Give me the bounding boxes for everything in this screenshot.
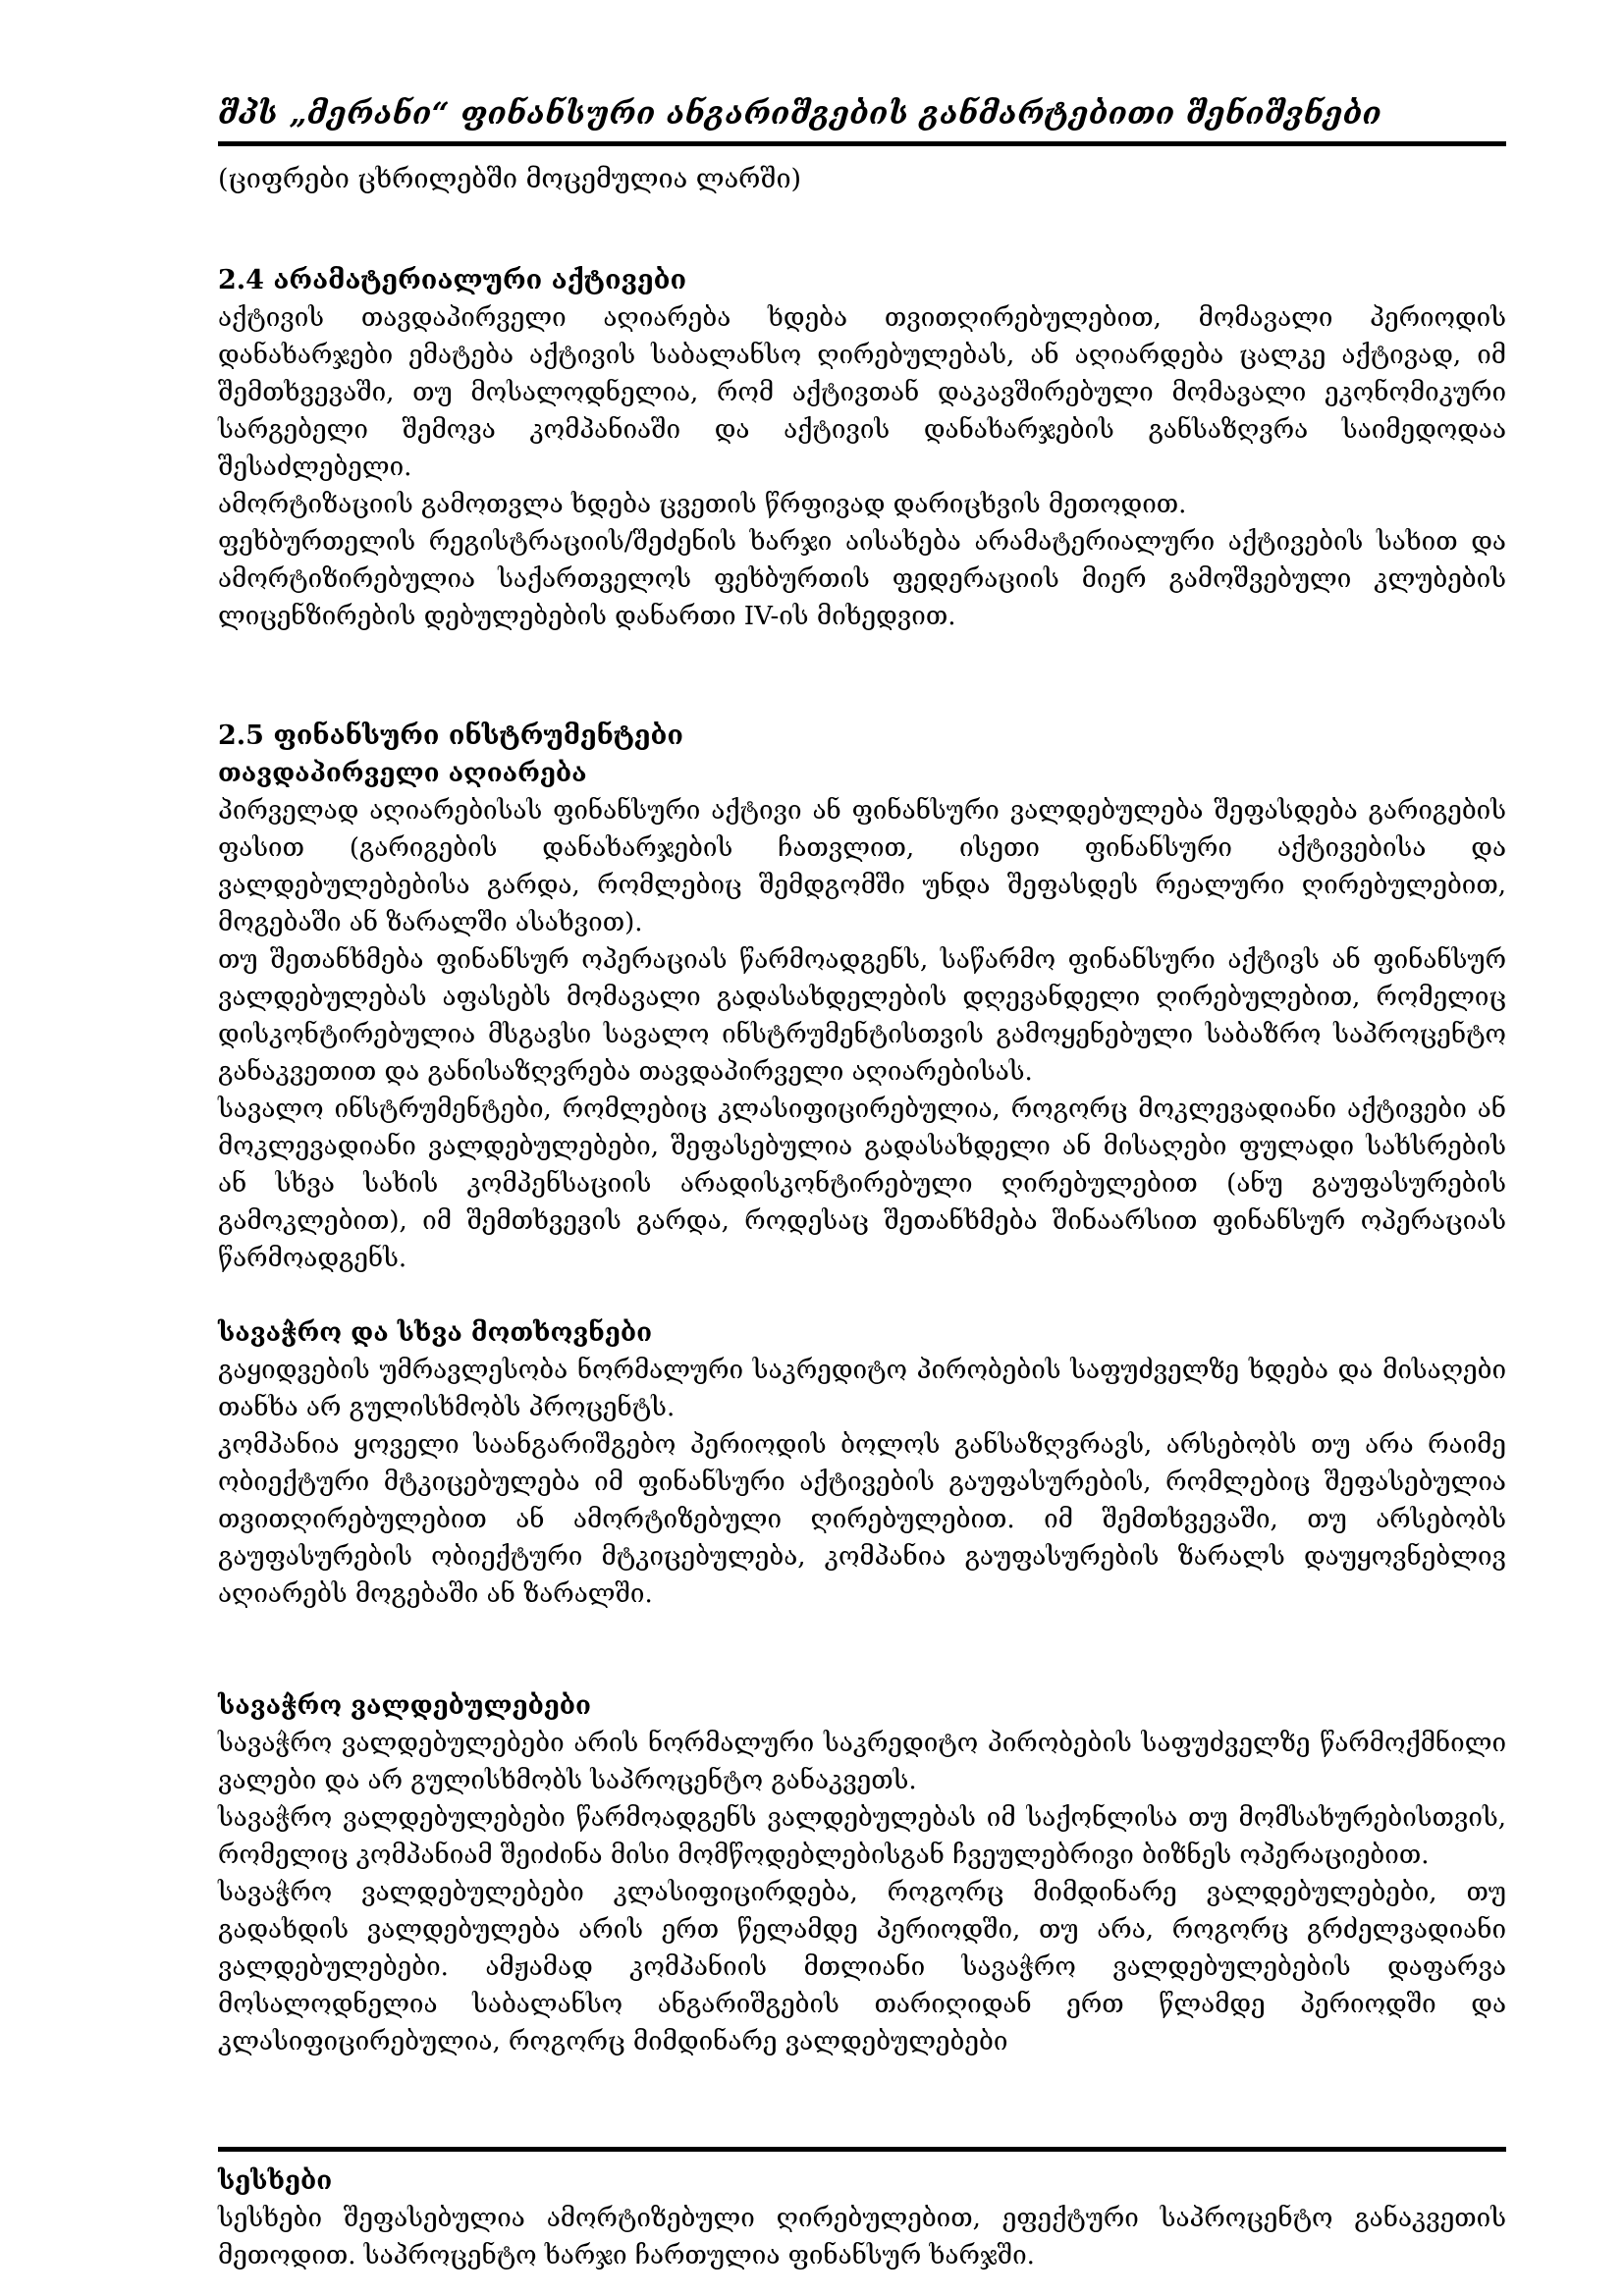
trade-receivables-heading: სავაჭრო და სხვა მოთხოვნები	[218, 1318, 653, 1348]
section-intangible-assets	[218, 262, 1506, 635]
initial-recognition-heading: თავდაპირველი აღიარება	[218, 759, 587, 788]
document-subtitle: (ციფრები ცხრილებში მოცემულია ლარში)	[218, 164, 802, 194]
paragraph: სავაჭრო ვალდებულებები კლასიფიცირდება, როგორც მიმდინარე ვალდებულებები, თუ გადახდის ვალდებულება არის ერთ წელამდე პერიოდში, თუ არა, როგორც გრძელვადიანი ვალდებულებები. ამჟამად კომპანიის მთლიანი სავაჭრო ვალდებულებების დაფარვა მოსალოდნელია საბალანსო ანგარიშგების თარიღიდან ერთ წლამდე პერიოდში და კლასიფიცირებულია, როგორც მიმდინარე ვალდებულებები	[218, 1878, 1506, 2056]
document-header	[218, 0, 1506, 198]
subsection-trade-and-other-receivables	[218, 1314, 1506, 1613]
header-rule	[218, 141, 1506, 146]
trade-payables-heading: სავაჭრო ვალდებულებები	[218, 1691, 591, 1721]
paragraph: სესხები შეფასებულია ამორტიზებული ღირებულებით, ეფექტური საპროცენტო განაკვეთის მეთოდით. საპროცენტო ხარჯი ჩართულია ფინანსურ ხარჯში.	[218, 2204, 1506, 2270]
paragraph: ამორტიზაციის გამოთვლა ხდება ცვეთის წრფივად დარიცხვის მეთოდით.	[218, 490, 1187, 519]
paragraph: სავაჭრო ვალდებულებები არის ნორმალური საკრედიტო პირობების საფუძველზე წარმოქმნილი ვალები და არ გულისხმობს საპროცენტო განაკვეთს.	[218, 1729, 1506, 1795]
paragraph: სავაჭრო ვალდებულებები წარმოადგენს ვალდებულებას იმ საქონლისა თუ მომსახურებისთვის, რომელიც კომპანიამ შეიძინა მისი მომწოდებლებისგან ჩვეულებრივი ბიზნეს ოპერაციებით.	[218, 1803, 1506, 1870]
paragraph: კომპანია ყოველი საანგარიშგებო პერიოდის ბოლოს განსაზღვრავს, არსებობს თუ არა რაიმე ობიექტური მტკიცებულება იმ ფინანსური აქტივების გაუფასურების, რომლებიც შეფასებულია თვითღირებულებით ან ამორტიზებული ღირებულებით. იმ შემთხვევაში, თუ არსებობს გაუფასურების ობიექტური მტკიცებულება, კომპანია გაუფასურების ზარალს დაუყოვნებლივ აღიარებს მოგებაში ან ზარალში.	[218, 1430, 1506, 1609]
section-2-4-heading: 2.4 არამატერიალური აქტივები	[218, 265, 687, 295]
paragraph: გაყიდვების უმრავლესობა ნორმალური საკრედიტო პირობების საფუძველზე ხდება და მისაღები თანხა არ გულისხმობს პროცენტს.	[218, 1356, 1506, 1422]
subsection-loans	[218, 2163, 1506, 2274]
paragraph: თუ შეთანხმება ფინანსურ ოპერაციას წარმოადგენს, საწარმო ფინანსური აქტივს ან ფინანსურ ვალდებულებას აფასებს მომავალი გადასახდელების დღევანდელი ღირებულებით, რომელიც დისკონტირებულია მსგავსი სავალო ინსტრუმენტისთვის გამოყენებული საბაზრო საპროცენტო განაკვეთით და განისაზღვრება თავდაპირველი აღიარებისას.	[218, 945, 1506, 1087]
loans-heading: სესხები	[218, 2166, 333, 2196]
subsection-trade-payables	[218, 1687, 1506, 2060]
document-title: შპს „მერანი“ ფინანსური ანგარიშგების განმარტებითი შენიშვნები	[218, 96, 1382, 132]
subsection-initial-recognition	[218, 755, 1506, 1277]
footer-rule	[218, 2147, 1506, 2152]
section-2-5-heading: 2.5 ფინანსური ინსტრუმენტები	[218, 721, 683, 751]
paragraph: აქტივის თავდაპირველი აღიარება ხდება თვითღირებულებით, მომავალი პერიოდის დანახარჯები ემატება აქტივის საბალანსო ღირებულებას, ან აღიარდება ცალკე აქტივად, იმ შემთხვევაში, თუ მოსალოდნელია, რომ აქტივთან დაკავშირებული მომავალი ეკონომიკური სარგებელი შემოვა კომპანიაში და აქტივის დანახარჯების განსაზღვრა საიმედოდაა შესაძლებელი.	[218, 303, 1506, 482]
paragraph: სავალო ინსტრუმენტები, რომლებიც კლასიფიცირებულია, როგორც მოკლევადიანი აქტივები ან მოკლევადიანი ვალდებულებები, შეფასებულია გადასახდელი ან მისაღები ფულადი სახსრების ან სხვა სახის კომპენსაციის არადისკონტირებული ღირებულებით (ანუ გაუფასურების გამოკლებით), იმ შემთხვევის გარდა, როდესაც შეთანხმება შინაარსით ფინანსურ ოპერაციას წარმოადგენს.	[218, 1095, 1506, 1273]
paragraph: ფეხბურთელის რეგისტრაციის/შეძენის ხარჯი აისახება არამატერიალური აქტივების სახით და ამორტიზირებულია საქართველოს ფეხბურთის ფედერაციის მიერ გამოშვებული კლუბების ლიცენზირების დებულებების დანართი IV-ის მიხედვით.	[218, 527, 1506, 631]
paragraph: პირველად აღიარებისას ფინანსური აქტივი ან ფინანსური ვალდებულება შეფასდება გარიგების ფასით (გარიგების დანახარჯების ჩათვლით, ისეთი ფინანსური აქტივებისა და ვალდებულებებისა გარდა, რომლებიც შემდგომში უნდა შეფასდეს რეალური ღირებულებით, მოგებაში ან ზარალში ასახვით).	[218, 796, 1506, 937]
section-financial-instruments	[218, 718, 1506, 2274]
